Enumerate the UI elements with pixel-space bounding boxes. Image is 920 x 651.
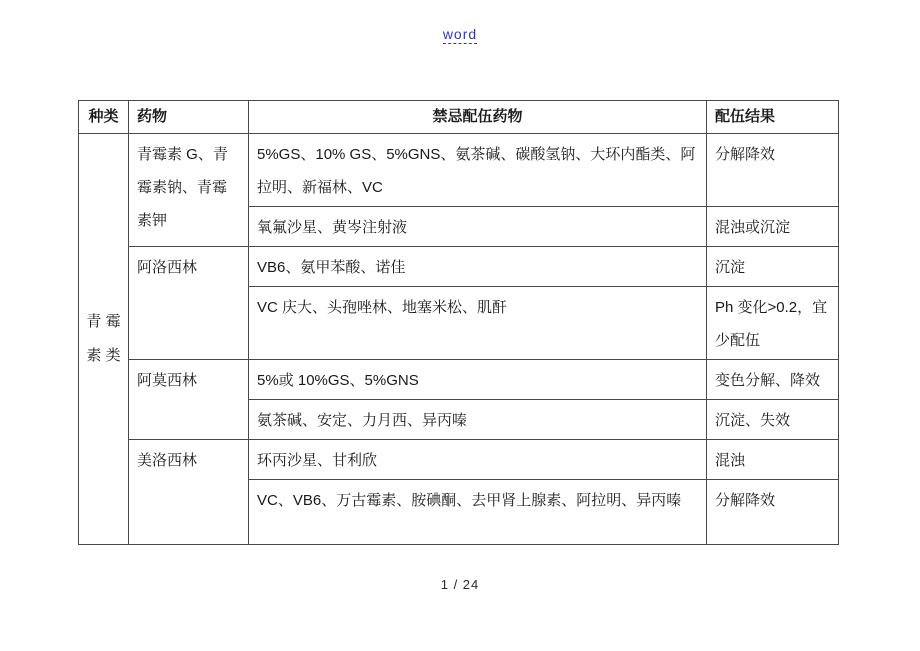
forbidden-cell: VB6、氨甲苯酸、诺佳 (249, 247, 707, 287)
table-row (79, 247, 839, 287)
result-cell: 混浊或沉淀 (707, 207, 839, 247)
forbidden-cell: 环丙沙星、甘利欣 (249, 440, 707, 480)
table-header-row (79, 101, 839, 134)
category-line-1: 青 霉 (86, 313, 121, 330)
forbidden-cell: VC 庆大、头孢唑林、地塞米松、肌酐 (249, 287, 707, 360)
result-cell: 沉淀、失效 (707, 400, 839, 440)
drug-cell: 阿莫西林 (129, 360, 249, 440)
result-cell: 沉淀 (707, 247, 839, 287)
forbidden-cell: 5%GS、10% GS、5%GNS、氨茶碱、碳酸氢钠、大环内酯类、阿拉明、新福林、VC (249, 134, 707, 207)
result-cell: 变色分解、降效 (707, 360, 839, 400)
drug-cell: 美洛西林 (129, 440, 249, 545)
page-number: 1 / 24 (440, 577, 480, 592)
result-cell: 分解降效 (707, 134, 839, 207)
drug-cell: 阿洛西林 (129, 247, 249, 360)
forbidden-cell: 5%或 10%GS、5%GNS (249, 360, 707, 400)
result-cell: 分解降效 (707, 480, 839, 545)
header-result: 配伍结果 (707, 101, 839, 134)
result-cell: Ph 变化>0.2，宜少配伍 (707, 287, 839, 360)
drug-incompatibility-table (78, 100, 839, 545)
category-cell (79, 134, 129, 545)
forbidden-cell: 氧氟沙星、黄岑注射液 (249, 207, 707, 247)
result-cell: 混浊 (707, 440, 839, 480)
category-line-2: 素 类 (86, 347, 121, 364)
header-category: 种类 (79, 101, 129, 134)
header-drug: 药物 (129, 101, 249, 134)
forbidden-cell: VC、VB6、万古霉素、胺碘酮、去甲肾上腺素、阿拉明、异丙嗪 (249, 480, 707, 545)
table-row (79, 134, 839, 207)
table-row (79, 360, 839, 400)
drug-cell: 青霉素 G、青霉素钠、青霉素钾 (129, 134, 249, 247)
forbidden-cell: 氨茶碱、安定、力月西、异丙嗪 (249, 400, 707, 440)
table-row (79, 440, 839, 480)
word-link[interactable]: word (442, 26, 478, 42)
header (0, 26, 920, 44)
header-forbidden: 禁忌配伍药物 (249, 101, 707, 134)
